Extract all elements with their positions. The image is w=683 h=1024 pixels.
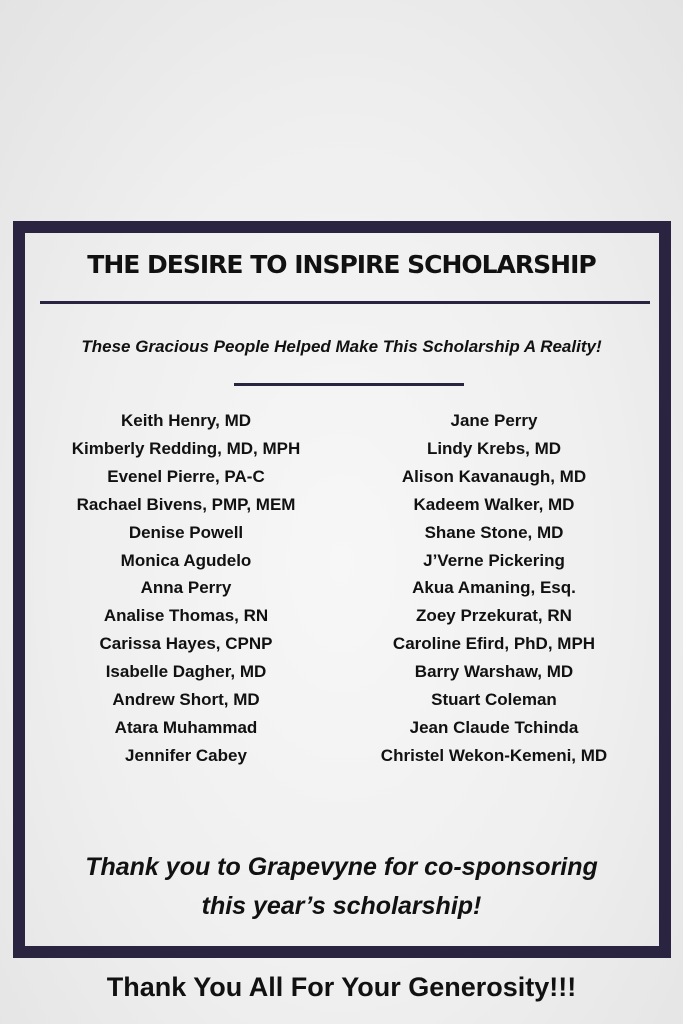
page-title: THE DESIRE TO INSPIRE SCHOLARSHIP bbox=[87, 250, 596, 279]
sponsor-thanks bbox=[0, 848, 683, 926]
donor-name: Kimberly Redding, MD, MPH bbox=[71, 438, 301, 458]
donor-name: Lindy Krebs, MD bbox=[426, 438, 562, 458]
donor-name: Andrew Short, MD bbox=[112, 690, 260, 710]
donor-name: Jennifer Cabey bbox=[125, 745, 247, 765]
subtitle: These Gracious People Helped Make This Scholarship A Reality! bbox=[81, 337, 602, 356]
donor-name: Anna Perry bbox=[140, 578, 232, 598]
donor-list-right bbox=[352, 407, 636, 770]
donor-name: Monica Agudelo bbox=[120, 550, 252, 570]
donor-name: Kadeem Walker, MD bbox=[413, 494, 575, 514]
donor-name: Zoey Przekurat, RN bbox=[416, 606, 572, 626]
donor-name: Atara Muhammad bbox=[114, 717, 258, 737]
donor-name: Analise Thomas, RN bbox=[103, 606, 269, 626]
footer-thanks: Thank You All For Your Generosity!!! bbox=[106, 972, 577, 1002]
donor-name: Stuart Coleman bbox=[431, 690, 557, 710]
donor-name: Keith Henry, MD bbox=[120, 411, 252, 430]
sponsor-thanks-line: this year’s scholarship! bbox=[201, 892, 482, 920]
donor-name: Alison Kavanaugh, MD bbox=[401, 466, 587, 486]
donor-list-left bbox=[45, 407, 327, 770]
donor-name: Denise Powell bbox=[128, 522, 244, 542]
donor-name: Carissa Hayes, CPNP bbox=[99, 634, 273, 654]
donor-name: Jean Claude Tchinda bbox=[409, 717, 579, 737]
donor-name: Barry Warshaw, MD bbox=[414, 662, 574, 682]
donor-name: Jane Perry bbox=[450, 411, 538, 430]
donor-name: Caroline Efird, PhD, MPH bbox=[392, 634, 596, 654]
donor-name: Shane Stone, MD bbox=[424, 522, 564, 542]
subtitle-divider bbox=[234, 383, 464, 386]
sponsor-thanks-line: Thank you to Grapevyne for co-sponsoring bbox=[85, 853, 598, 881]
donor-name: Evenel Pierre, PA-C bbox=[107, 466, 265, 486]
title-divider bbox=[40, 301, 650, 304]
donor-name: J’Verne Pickering bbox=[423, 550, 565, 570]
donor-name: Rachael Bivens, PMP, MEM bbox=[76, 494, 296, 514]
donor-name: Christel Wekon-Kemeni, MD bbox=[380, 745, 608, 765]
donor-name: Isabelle Dagher, MD bbox=[105, 662, 267, 682]
donor-name: Akua Amaning, Esq. bbox=[412, 578, 576, 598]
